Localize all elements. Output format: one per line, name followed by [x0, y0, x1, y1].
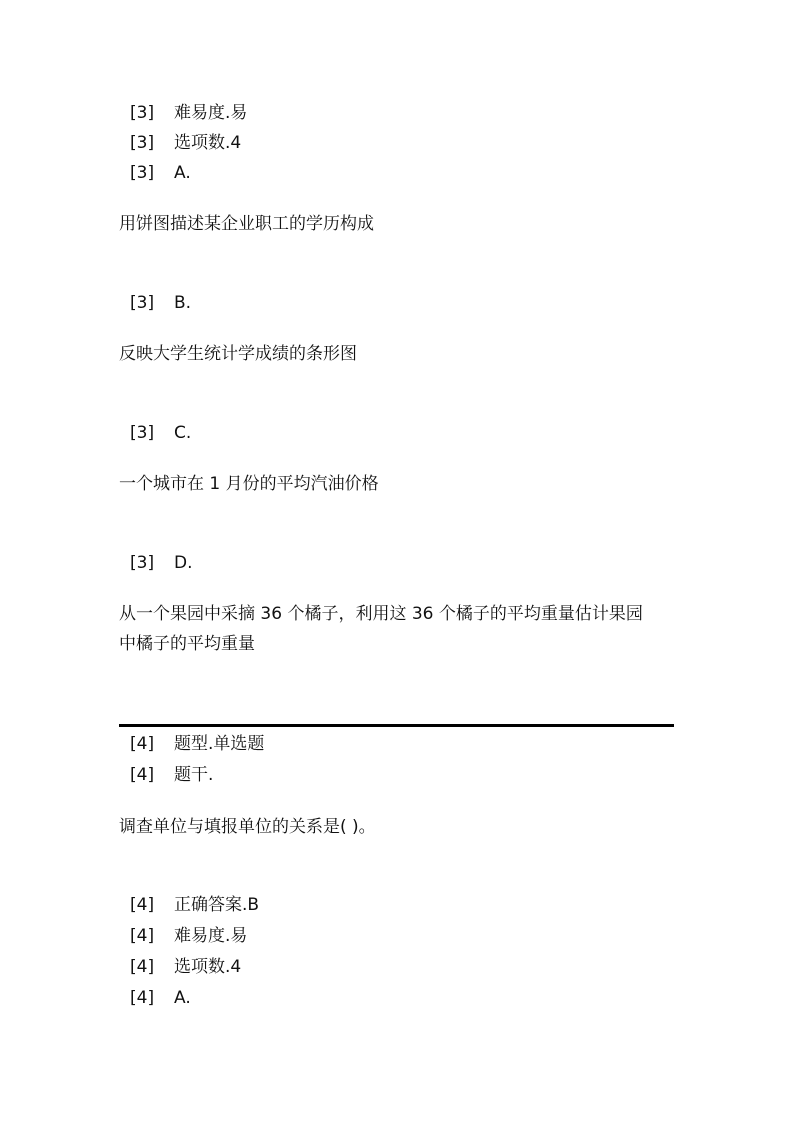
q3-option-c-label	[130, 421, 191, 445]
q3-option-a-text: 用饼图描述某企业职工的学历构成	[119, 214, 374, 234]
option-letter: A.	[174, 163, 191, 183]
q3-number: [3]	[130, 423, 155, 443]
q3-option-count: 选项数.4	[174, 133, 242, 153]
q4-answer-line	[130, 893, 259, 917]
q3-number: [3]	[130, 103, 155, 123]
q4-stem-label-line	[130, 763, 213, 787]
q3-option-a-label	[130, 161, 191, 185]
q4-type-line	[130, 732, 264, 756]
q4-number: [4]	[130, 895, 155, 915]
q3-option-d-label	[130, 551, 193, 575]
q3-option-c-text: 一个城市在 1 月份的平均汽油价格	[119, 474, 379, 494]
q3-option-b-text: 反映大学生统计学成绩的条形图	[119, 344, 357, 364]
q4-number: [4]	[130, 988, 155, 1008]
q3-option-d-text	[119, 599, 679, 659]
q4-type: 题型.单选题	[174, 734, 265, 754]
q4-difficulty-line	[130, 924, 247, 948]
option-letter: A.	[174, 988, 191, 1008]
q4-number: [4]	[130, 765, 155, 785]
q4-option-a-label	[130, 986, 191, 1010]
q3-number: [3]	[130, 553, 155, 573]
q3-number: [3]	[130, 133, 155, 153]
q3-difficulty: 难易度.易	[174, 103, 248, 123]
option-letter: D.	[174, 553, 193, 573]
q4-stem-text: 调查单位与填报单位的关系是( )。	[119, 817, 376, 837]
q3-option-count-line	[130, 131, 241, 155]
q4-difficulty: 难易度.易	[174, 926, 248, 946]
q3-option-d-line1: 从一个果园中采摘 36 个橘子，利用这 36 个橘子的平均重量估计果园	[119, 604, 643, 624]
q4-number: [4]	[130, 926, 155, 946]
option-letter: C.	[174, 423, 192, 443]
q3-difficulty-line	[130, 101, 247, 125]
question-divider	[119, 724, 674, 727]
q3-option-d-line2: 中橘子的平均重量	[119, 634, 255, 654]
q4-stem-label: 题干.	[174, 765, 214, 785]
option-letter: B.	[174, 293, 192, 313]
q4-option-count: 选项数.4	[174, 957, 242, 977]
q3-number: [3]	[130, 293, 155, 313]
q4-number: [4]	[130, 734, 155, 754]
q4-option-count-line	[130, 955, 241, 979]
q4-answer: 正确答案.B	[174, 895, 260, 915]
q4-number: [4]	[130, 957, 155, 977]
q3-number: [3]	[130, 163, 155, 183]
q3-option-b-label	[130, 291, 191, 315]
